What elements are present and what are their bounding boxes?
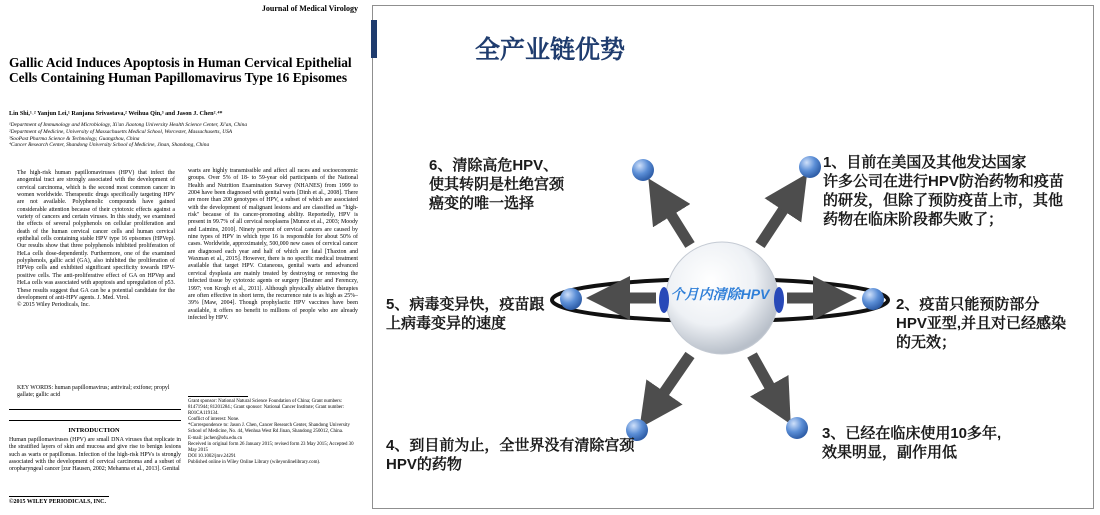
point-line: HPV的药物 (386, 456, 462, 473)
footnote: Published online in Wiley Online Library (wileyonlinelibrary.com). (188, 459, 321, 465)
node-point-5 (560, 288, 582, 310)
point-5-text (386, 295, 544, 333)
footnote: *Correspondence to: Jason J. Chen, Cancer Research Center, Shandong University School of Medicine, No. 44, Wenhua West Rd Jinan, Shandong 250012, China. (188, 423, 350, 435)
abstract-copyright: © 2015 Wiley Periodicals, Inc. (17, 302, 90, 309)
point-line: 上病毒变异的速度 (386, 315, 507, 332)
arrow-to-point-6 (660, 197, 690, 245)
point-4-text (386, 436, 634, 474)
point-line: 5、病毒变异快，疫苗跟 (386, 296, 545, 313)
point-line: 6、清除高危HPV、 (429, 157, 559, 174)
point-2-text (896, 295, 1066, 352)
journal-name: Journal of Medical Virology (261, 4, 358, 13)
affiliation-line: ¹Department of Immunology and Microbiology, Xi'an Jiaotong University Health Science Center, Xi'an, China (9, 122, 248, 128)
point-6-text (429, 156, 564, 213)
point-line: 3、已经在临床使用10多年, (822, 425, 1002, 442)
affiliation-line: ³SooPast Pharma Science & Technology, Guangzhou, China (9, 135, 140, 142)
node-point-6 (632, 159, 654, 181)
node-point-2 (862, 288, 884, 310)
paper-title: Gallic Acid Induces Apoptosis in Human Cervical Epithelial Cells Containing Human Papillomavirus Type 16 Episomes (9, 55, 352, 85)
intro-heading: INTRODUCTION (68, 427, 120, 434)
affiliation-line: ²Department of Medicine, University of Massachusetts Medical School, Worcester, Massachusetts, USA (9, 128, 233, 135)
affiliation-line: ⁴Cancer Research Center, Shandong University School of Medicine, Jinan, Shandong, China (9, 142, 210, 149)
point-line: 的研发，但除了预防疫苗上市，其他 (823, 192, 1064, 209)
center-label: 个月内清除HPV (670, 286, 770, 302)
node-point-3 (786, 417, 808, 439)
point-line: 药物在临床阶段都失败了； (823, 211, 1004, 228)
point-3-text (822, 424, 1001, 462)
point-line: 癌变的唯一选择 (429, 195, 535, 212)
slide-title: 全产业链优势 (474, 36, 625, 64)
intro-text: Human papillomaviruses (HPV) are small DNA viruses that replicate in the stratified layers of skin and mucosa and give rise to benign lesions such as warts or papillomas. Infection of the high-risk HPVs is strongly associated with the development of cervical carcinoma and a subset of oropharyngeal cancer [zur Hausen, 2002; Mehanna et al., 2013]. Genital (9, 437, 181, 473)
footnote: Conflict of interest: None. (188, 417, 240, 423)
arrow-to-point-3 (752, 355, 780, 405)
footnote: Received in original form 26 January 2015; revised form 23 May 2015; Accepted 30 May 2015 (188, 441, 354, 453)
point-line: 的无效； (896, 334, 957, 351)
paper-footer: ©2015 WILEY PERIODICALS, INC. (9, 499, 106, 505)
footnote: E-mail: jachen@sdu.edu.cn (188, 435, 243, 441)
point-line: 2、疫苗只能预防部分 (896, 296, 1040, 313)
footnote: Grant sponsor: National Natural Science Foundation of China; Grant numbers: 81471944; 81201284.; Grant sponsor: National Cancer Institute; Grant number: R01CA119134. (188, 399, 345, 417)
footnote: DOI 10.1002/jmv.24291 (188, 453, 236, 459)
right-column-text: warts are highly transmissible and affect all races and socioeconomic groups. Over 5% of 18- to 59-year old participants of the National Health and Nutrition Examination Survey (NHANES) from 1999 to 2004 have been diagnosed with genital warts [Dinh et al., 2008]. There are more than 200 genotypes of HPV, a subset of which are associated with the development of malignant lesions and are classified as "high-risk" because of its cancer-promoting ability. Reportedly, HPV is present in 99.7% of all cervical neoplasms [Munoz et al., 2003; Moody and Laimins, 2010]. Ninety percent of cervical cancers are caused by nine types of HPV in which type 16 is responsible for about 50% of cases. Worldwide, approximately, 500,000 new cases of cervical cancer are diagnosed each year and half of which are fatal [Thaxton and Waxman et al., 2015]. However, there is no specific medical treatment available that target HPV. Cutaneous, genital warts and advanced cervical dysplasia are mainly treated by destroying or removing the infected tissue by cytotoxic agents or surgery [Beutner and Ferenczy, 1997; von Krogh et al., 2011]. Although physically ablative therapies are often effective in short term, the recurrence rate is as high as 25%–39% [Maw, 2004]. Though prophylactic HPV vaccines have been available, it offers no benefit to millions of people who are already infected by HPV. (188, 168, 358, 321)
point-1-text (823, 153, 1064, 229)
point-line: 使其转阴是杜绝宫颈 (429, 176, 565, 193)
arrow-to-point-4 (652, 355, 690, 410)
paper-authors: Lin Shi,¹˒² Yanjun Lei,¹ Ranjana Srivastava,² Weihua Qin,³ and Jason J. Chen²˒⁴* (9, 110, 223, 117)
paper-keywords: KEY WORDS: human papillomavirus; antiviral; exifone; propyl gallate; gallic acid (17, 385, 170, 399)
point-line: 效果明显，副作用低 (822, 444, 958, 461)
point-line: 许多公司在进行HPV防治药物和疫苗 (823, 173, 1064, 190)
arrow-to-point-1 (760, 192, 795, 245)
point-line: HPV亚型,并且对已经感染 (896, 315, 1067, 332)
point-line: 4、到目前为止，全世界没有清除宫颈 (386, 437, 635, 454)
point-line: 1、目前在美国及其他发达国家 (823, 154, 1027, 171)
abstract-text: The high-risk human papillomaviruses (HPV) that infect the anogenital tract are strongly associated with the development of cervical carcinoma, which is the second most common cancer in women worldwide. Therapeutic drugs specifically targeting HPV are not available. Polyphenolic compounds have gained considerable attention because of their cytotoxic effects against a variety of cancers and certain viruses. In this study, we examined the effects of several polyphenols on cellular proliferation and death of the human cervical cancer cells and human cervical epithelial cells containing stable HPV type 16 episomes (HPVep). Our results show that three polyphenols inhibited proliferation of HeLa cells dose-dependently. Furthermore, one of the examined polyphenols, gallic acid (GA), also inhibited the proliferation of HPVep cells and exhibited significant specificity towards HPV-positive cells. The anti-proliferative effect of GA on HPVep and HeLa cells was associated with apoptosis and upregulation of p53. These results suggest that GA can be a potential candidate for the development of anti-HPV agents. J. Med. Virol. (17, 170, 175, 301)
node-point-1 (799, 156, 821, 178)
